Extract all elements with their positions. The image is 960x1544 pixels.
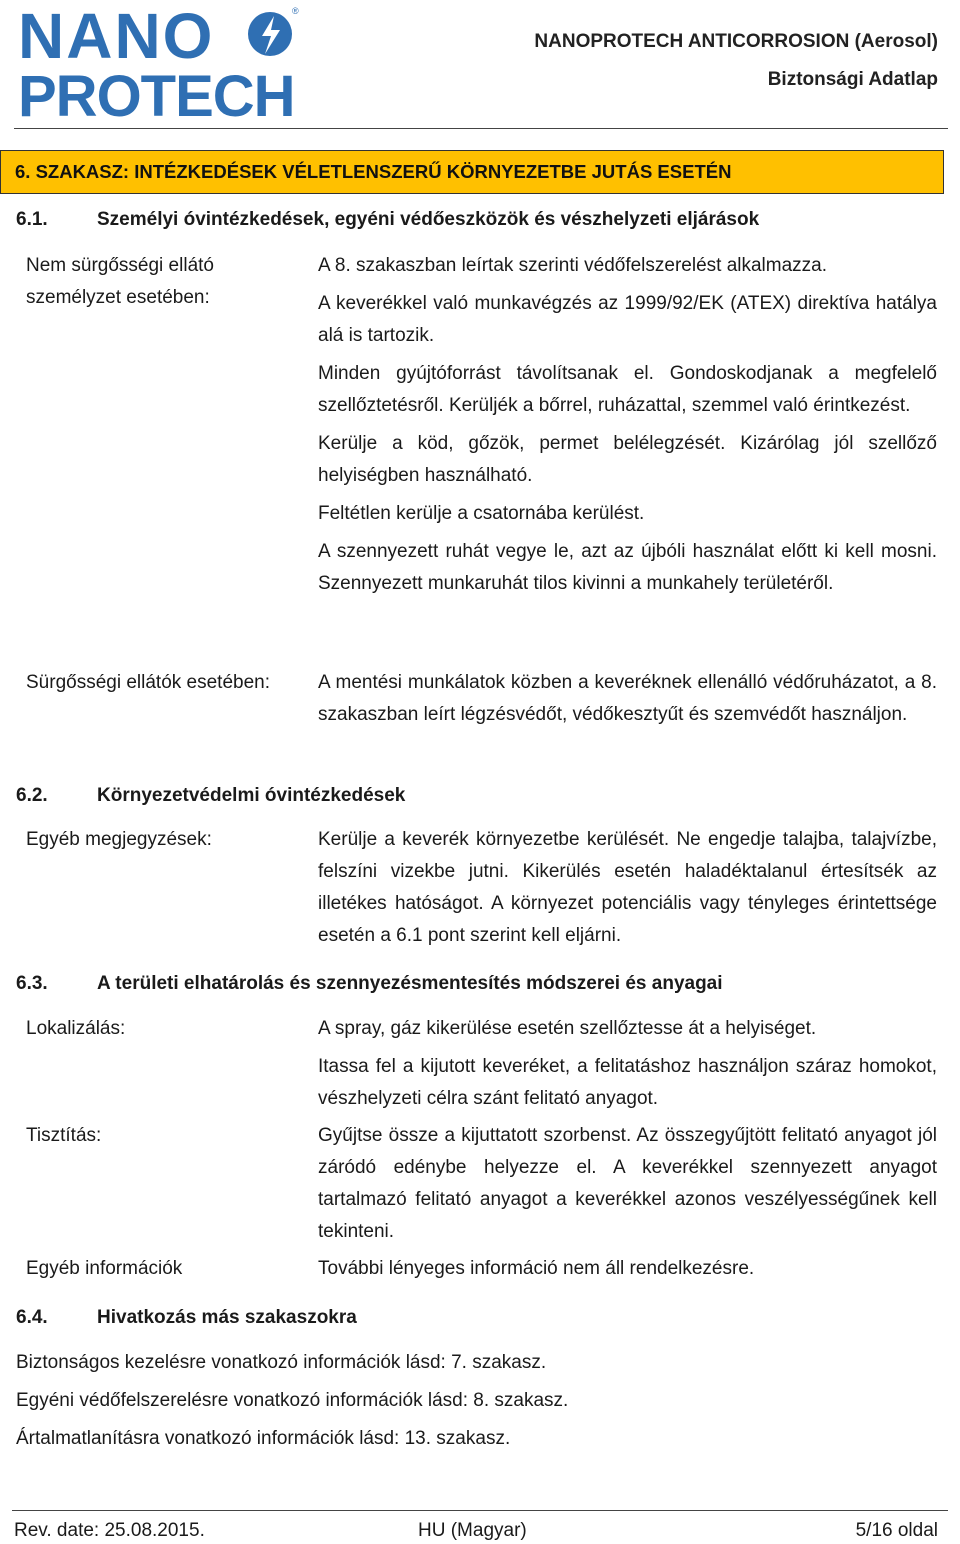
localization-content (318, 1013, 937, 1115)
paragraph: Gyűjtse össze a kijuttatott szorbenst. Az összegyűjtött felitató anyagot jól záródó edénybe helyezze el. A keverékkel szennyezett anyagot tartalmazó felitató anyagot a keverékkel azonos veszélyességűnek kell tekinteni. (318, 1125, 937, 1242)
subsection-number: 6.2. (16, 785, 48, 806)
paragraph: Itassa fel a kijutott keveréket, a felitatáshoz használjon száraz homokot, vészhelyzeti célra szánt felitató anyagot. (318, 1056, 937, 1109)
label-line: személyzet esetében: (26, 287, 210, 308)
subsection-number: 6.3. (16, 973, 48, 994)
revision-date: Rev. date: 25.08.2015. (14, 1520, 205, 1541)
paragraph: A spray, gáz kikerülése esetén szellőztesse át a helyiséget. (318, 1018, 817, 1039)
document-type: Biztonsági Adatlap (767, 69, 938, 90)
page-number: 5/16 oldal (855, 1520, 938, 1541)
cleaning-label: Tisztítás: (26, 1125, 102, 1146)
page-footer (14, 1518, 938, 1544)
nanoprotech-logo (16, 4, 308, 120)
svg-text:NANO: NANO (18, 4, 215, 72)
svg-text:PROTECH: PROTECH (18, 64, 295, 120)
subsection-title: Környezetvédelmi óvintézkedések (97, 785, 406, 806)
subsection-number: 6.1. (16, 209, 48, 230)
paragraph: A mentési munkálatok közben a keveréknek ellenálló védőruházatot, a 8. szakaszban leírt légzésvédőt, védőkesztyűt és szemvédőt használjon. (318, 672, 937, 725)
paragraph: A 8. szakaszban leírtak szerinti védőfelszerelést alkalmazza. (318, 255, 828, 276)
other-remarks-content (318, 824, 937, 952)
localization-label: Lokalizálás: (26, 1018, 126, 1039)
header-divider (14, 128, 948, 129)
nonemergency-content (318, 250, 937, 600)
reference-line: Egyéni védőfelszerelésre vonatkozó információk lásd: 8. szakasz. (16, 1390, 569, 1411)
svg-text:®: ® (292, 6, 299, 16)
subsection-title: A területi elhatárolás és szennyezésmentesítés módszerei és anyagai (97, 973, 723, 994)
paragraph: Kerülje a keverék környezetbe kerülését. Ne engedje talajba, talajvízbe, felszíni vizekbe jutni. Kikerülés esetén haladéktalanul értesítsék az illetékes hatóságot. A környezet potenciális vagy tényleges érintettsége esetén a 6.1 pont szerint kell eljárni. (318, 829, 937, 946)
other-info-label: Egyéb információk (26, 1258, 183, 1279)
subsection-number: 6.4. (16, 1307, 48, 1328)
other-remarks-label: Egyéb megjegyzések: (26, 829, 212, 850)
paragraph: Minden gyújtóforrást távolítsanak el. Gondoskodjanak a megfelelő szellőztetésről. Kerüljék a bőrrel, ruházattal, szemmel való érintkezést. (318, 363, 937, 416)
nonemergency-label (26, 250, 214, 314)
document-header (534, 30, 938, 92)
reference-line: Ártalmatlanításra vonatkozó információk lásd: 13. szakasz. (16, 1428, 511, 1449)
footer-divider (12, 1510, 948, 1511)
paragraph: Kerülje a köd, gőzök, permet belélegzését. Kizárólag jól szellőző helyiségben használható. (318, 433, 937, 486)
label-line: Nem sürgősségi ellátó (26, 255, 214, 276)
paragraph: A szennyezett ruhát vegye le, azt az újbóli használat előtt ki kell mosni. Szennyezett munkaruhát tilos kivinni a munkahely területéről. (318, 541, 937, 594)
subsection-title: Személyi óvintézkedések, egyéni védőeszközök és vészhelyzeti eljárások (97, 209, 760, 230)
subsection-title: Hivatkozás más szakaszokra (97, 1307, 357, 1328)
paragraph: További lényeges információ nem áll rendelkezésre. (318, 1258, 755, 1279)
cleaning-content (318, 1120, 937, 1248)
emergency-label: Sürgősségi ellátók esetében: (26, 672, 270, 693)
paragraph: Feltétlen kerülje a csatornába kerülést. (318, 503, 645, 524)
other-info-content (318, 1253, 937, 1285)
language-label: HU (Magyar) (418, 1520, 527, 1541)
reference-line: Biztonságos kezelésre vonatkozó információk lásd: 7. szakasz. (16, 1352, 547, 1373)
section-6-banner: 6. SZAKASZ: INTÉZKEDÉSEK VÉLETLENSZERŰ KÖRNYEZETBE JUTÁS ESETÉN (0, 150, 944, 194)
product-name: NANOPROTECH ANTICORROSION (Aerosol) (534, 31, 938, 52)
emergency-content (318, 667, 937, 731)
paragraph: A keverékkel való munkavégzés az 1999/92/EK (ATEX) direktíva hatálya alá is tartozik. (318, 293, 937, 346)
